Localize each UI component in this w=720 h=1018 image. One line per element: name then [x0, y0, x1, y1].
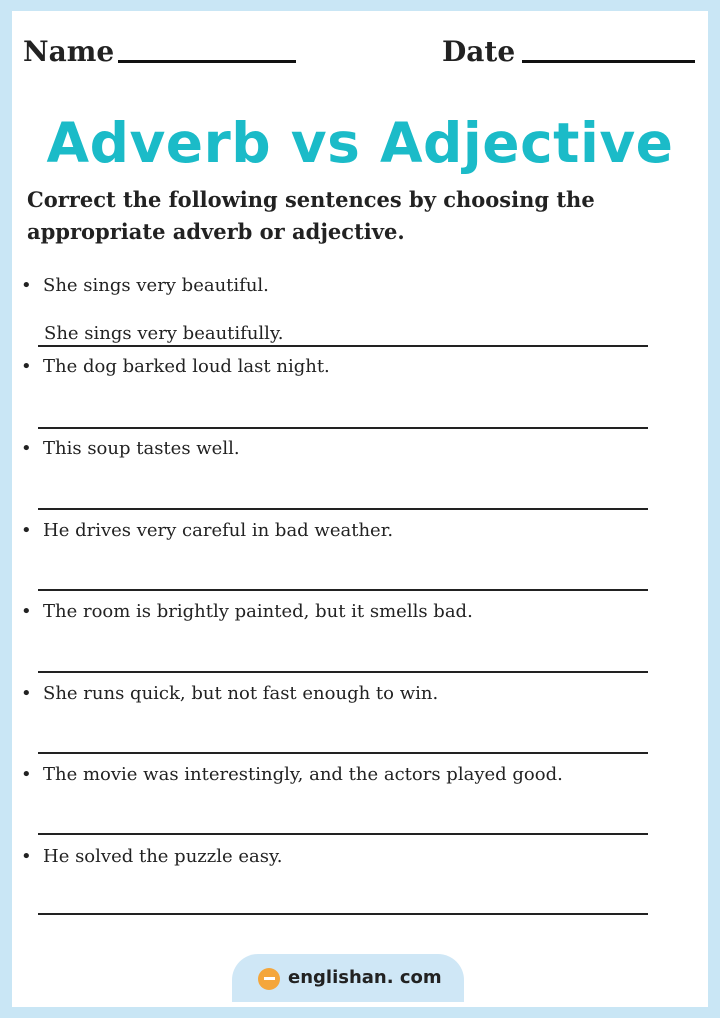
answer-text: She sings very beautifully. [44, 323, 284, 344]
date-label: Date [442, 35, 516, 68]
worksheet [12, 11, 708, 1007]
englishan-logo-icon [258, 968, 280, 990]
list-item [21, 275, 269, 296]
sentence-text: He drives very careful in bad weather. [43, 520, 394, 541]
list-item [21, 683, 438, 704]
list-item [21, 846, 283, 867]
answer-line[interactable] [38, 913, 648, 915]
answer-line[interactable] [38, 671, 648, 673]
answer-line[interactable] [38, 427, 648, 429]
bullet-icon: • [21, 846, 32, 867]
sentence-text: This soup tastes well. [43, 438, 240, 459]
list-item [21, 764, 563, 785]
list-item [21, 520, 393, 541]
sentence-text: He solved the puzzle easy. [43, 846, 283, 867]
name-field-line[interactable] [118, 60, 296, 63]
instructions: Correct the following sentences by choosing the appropriate adverb or adjective. [27, 187, 595, 244]
sentence-text: The room is brightly painted, but it smells bad. [43, 601, 473, 622]
list-item [21, 438, 240, 459]
sentence-text: She runs quick, but not fast enough to win. [43, 683, 439, 704]
bullet-icon: • [21, 438, 32, 459]
list-item [21, 356, 330, 377]
answer-line[interactable] [38, 833, 648, 835]
sentence-text: The movie was interestingly, and the actors played good. [43, 764, 563, 785]
bullet-icon: • [21, 520, 32, 541]
bullet-icon: • [21, 683, 32, 704]
bullet-icon: • [21, 356, 32, 377]
answer-line[interactable] [38, 508, 648, 510]
site-link[interactable]: englishan. com [288, 967, 442, 988]
list-item [21, 601, 473, 622]
bullet-icon: • [21, 601, 32, 622]
bullet-icon: • [21, 764, 32, 785]
sentence-text: She sings very beautiful. [43, 275, 269, 296]
name-label: Name [23, 35, 115, 68]
page-title: Adverb vs Adjective [46, 111, 674, 175]
footer-badge [232, 954, 464, 1002]
date-field-line[interactable] [522, 60, 695, 63]
bullet-icon: • [21, 275, 32, 296]
answer-line[interactable] [38, 345, 648, 347]
answer-line[interactable] [38, 589, 648, 591]
sentence-text: The dog barked loud last night. [43, 356, 330, 377]
answer-line[interactable] [38, 752, 648, 754]
